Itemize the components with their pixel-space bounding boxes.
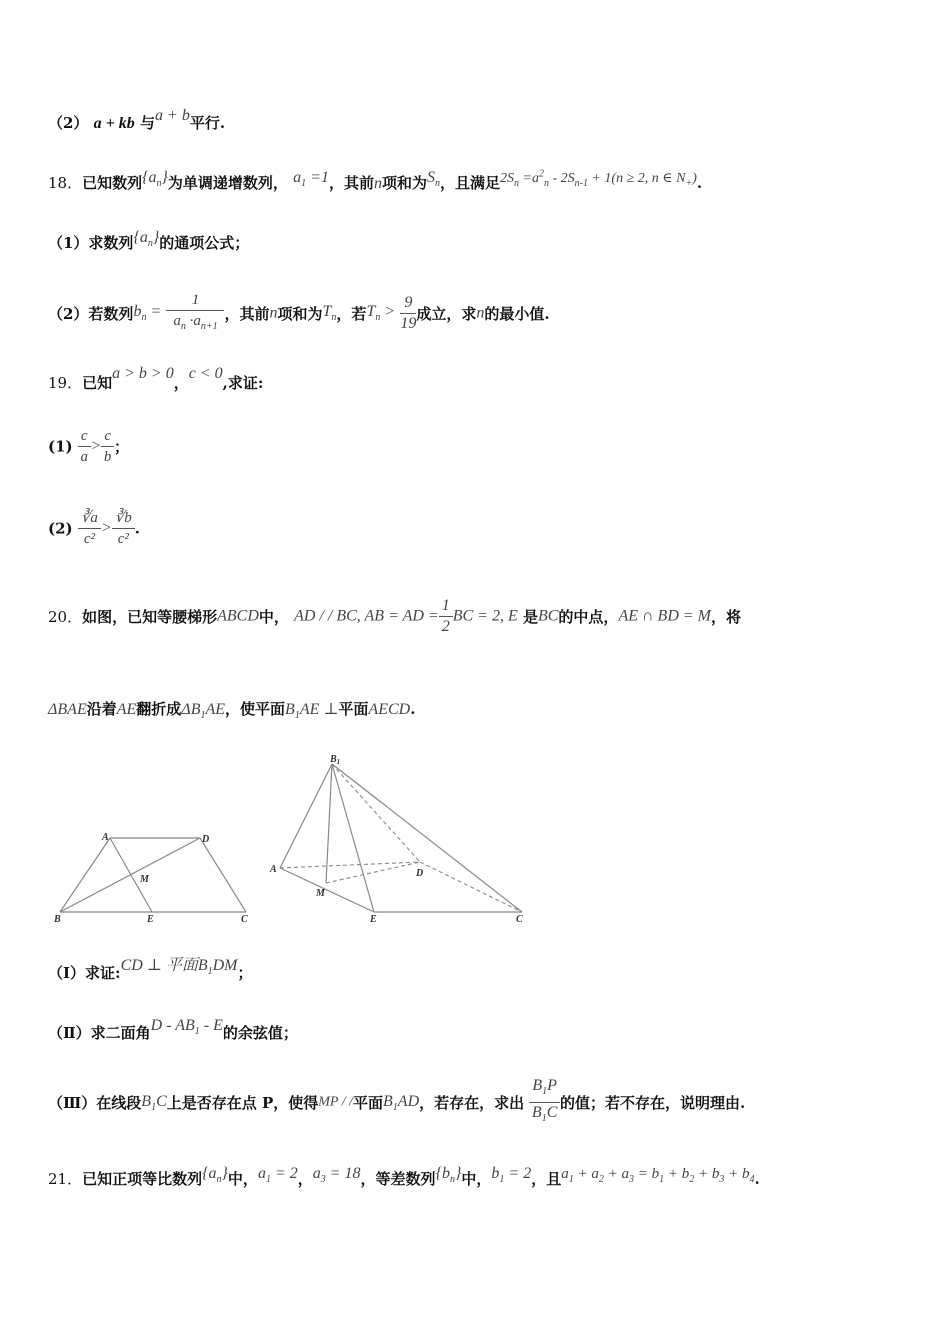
- edge-bd: [60, 838, 200, 912]
- edge-ad: [280, 862, 420, 868]
- q20-stem: 20．如图，已知等腰梯形ABCD中， AD / / BC, AB = AD = $\frac{1}{2}$ BC = 2, E 是BC的中点，AE ∩ BD = M，将: [48, 597, 742, 635]
- label-A: A: [102, 832, 109, 843]
- q20-part2: （Ⅱ）求二面角D - $AB_1$ - E的余弦值；: [48, 1017, 298, 1042]
- figure-trapezoid: [48, 826, 258, 926]
- label-D: D: [202, 834, 210, 845]
- q19-stem: 19．已知a > b > 0，c < 0,求证:: [48, 365, 264, 392]
- edge-ab: [60, 838, 110, 912]
- label-C: C: [241, 914, 248, 925]
- edge-dc: [420, 862, 522, 912]
- label-B: B: [54, 914, 61, 925]
- edge-b1d: [332, 764, 420, 862]
- edge-dc: [200, 838, 246, 912]
- q18-part1: （1）求数列$\{a_n\}$的通项公式；: [48, 229, 250, 252]
- edge-b1m: [326, 764, 332, 883]
- label-M: M: [140, 874, 149, 885]
- label-M: M: [316, 888, 325, 899]
- label-D: D: [416, 868, 424, 879]
- label-A: A: [270, 864, 277, 875]
- q19-part2: (2) $\frac{∛a}{\text{c²}}$ > $\frac{∛b}{\text{c²}}$ .: [48, 510, 141, 547]
- q18-stem: 18．已知数列$\{a_n\}$为单调递增数列， $a_1 =1$，其前n项和为$S_n$，且满足$2S_n =a^2_n - 2S_{n-1} + 1(n \ge 2$, n ∈ $N_+$).: [48, 168, 703, 192]
- figure-pyramid: [262, 750, 537, 928]
- q18-part2: （2）若数列$b_n$ = $\frac{1}{a_n \cdot a_{n+1}}$ ，其前n项和为$T_n$，若$T_n$ > $\frac{9}{19}$ 成立，求n的最小值.: [48, 292, 550, 332]
- q20-stem-cont: ΔBAE沿着AE翻折成$\Delta B_1AE$，使平面$B_1AE$ ⊥平面AECD.: [48, 700, 416, 722]
- q20-part3: （Ⅲ）在线段$B_1C$上是否存在点 P，使得MP / /平面$B_1AD$，若存在，求出 $\frac{B_1P}{B_1C}$ 的值；若不存在，说明理由.: [48, 1077, 746, 1125]
- edge-b1e: [332, 764, 374, 912]
- label-B1: $B_1$: [330, 754, 341, 766]
- edge-b1c: [332, 764, 522, 912]
- edge-b1a: [280, 764, 332, 868]
- edge-md: [326, 862, 420, 883]
- q17-part2: （2） a + kb 与a + b平行.: [48, 107, 226, 132]
- label-E: E: [147, 914, 154, 925]
- q20-part1: （Ⅰ）求证:CD ⊥ 平面$B_1DM$；: [48, 957, 253, 982]
- label-C: C: [516, 914, 523, 925]
- q19-part1: (1) $\frac{c}{a}$ > $\frac{c}{b}$ ；: [48, 428, 130, 465]
- q21-stem: 21．已知正项等比数列$\{a_n\}$中，$a_1 = 2$，$a_3 = 18$，等差数列$\{b_n\}$中，$b_1 = 2$，且$a_1 + a_2 + a_3 = b_1 + b_2 + b_3 + b_4$.: [48, 1165, 760, 1188]
- label-E: E: [370, 914, 377, 925]
